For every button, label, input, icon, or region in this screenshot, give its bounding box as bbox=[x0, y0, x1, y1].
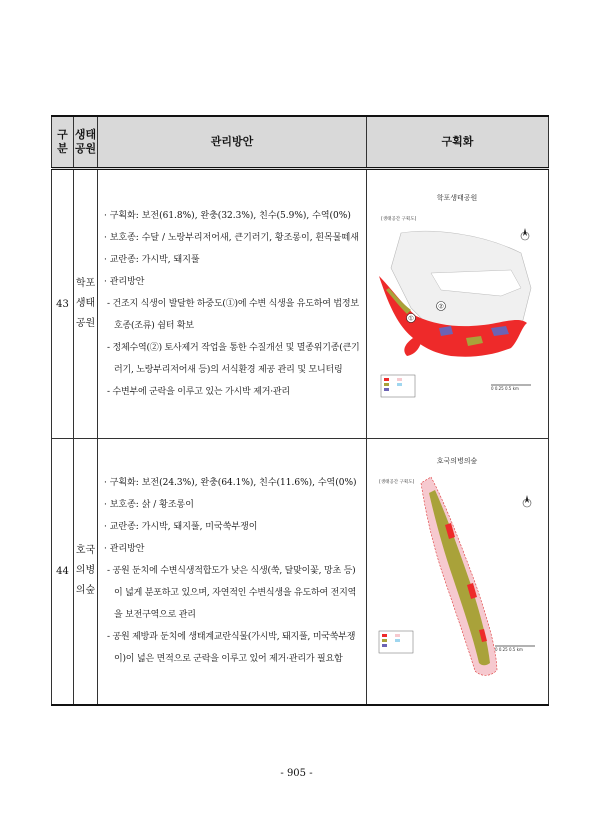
invasive-species: · 교란종: 가시박, 돼지풀, 미국쑥부쟁이 bbox=[104, 522, 258, 533]
zoning-map-hoguk bbox=[371, 445, 543, 693]
marker-2: ② bbox=[438, 302, 444, 311]
zoning-summary: · 구획화: 보전(24.3%), 완충(64.1%), 친수(11.6%), 수역(0%) bbox=[104, 478, 357, 489]
table-row bbox=[52, 169, 549, 439]
buffer-zone bbox=[429, 490, 490, 665]
map-legend-label: [생태공간 구획도] bbox=[379, 480, 415, 486]
table-header-row bbox=[52, 116, 549, 169]
management-text bbox=[98, 169, 367, 439]
header-management: 관리방안 bbox=[98, 116, 367, 169]
invasive-species: · 교란종: 가시박, 돼지풀 bbox=[104, 255, 200, 265]
header-zoning: 구획화 bbox=[367, 116, 549, 169]
protected-species: · 보호종: 수달 / 노랑부리저어새, 큰기러기, 황조롱이, 흰목물떼새 bbox=[104, 233, 359, 243]
map-legend bbox=[381, 375, 415, 397]
north-arrow-icon bbox=[523, 495, 531, 507]
management-item: - 공원 둔치에 수변식생적합도가 낮은 식생(쑥, 달맞이꽃, 망초 등)이 넓게 분포하고 있으며, 자연적인 수변식생을 유도하여 전지역을 보전구역으로 관리 bbox=[107, 566, 357, 621]
map-title: 호국의병의숲 bbox=[436, 457, 478, 466]
header-park-type: 생태 공원 bbox=[74, 116, 98, 169]
map-scale: 0 0.25 0.5 km bbox=[491, 386, 519, 391]
table-row bbox=[52, 439, 549, 705]
header-category: 구분 bbox=[52, 116, 74, 169]
zoning-map-cell bbox=[367, 169, 549, 439]
row-number: 43 bbox=[52, 169, 74, 439]
management-item: - 건조지 식생이 발달한 하중도(①)에 수변 식생을 유도하여 법정보호종(조류) 쉼터 확보 bbox=[107, 299, 359, 331]
management-item: - 수변부에 군락을 이루고 있는 가시박 제거·관리 bbox=[107, 387, 290, 397]
map-scale: 0 0.25 0.5 km bbox=[495, 647, 523, 653]
zoning-summary: · 구획화: 보전(61.8%), 완충(32.3%), 친수(5.9%), 수역(0%) bbox=[104, 211, 351, 221]
management-item: - 공원 제방과 둔치에 생태계교란식물(가시박, 돼지풀, 미국쑥부쟁이)이 넓은 면적으로 군락을 이루고 있어 제거·관리가 필요함 bbox=[107, 632, 356, 665]
marker-1: ① bbox=[408, 314, 414, 323]
page-number: - 905 - bbox=[280, 768, 313, 779]
management-heading: · 관리방안 bbox=[104, 277, 145, 287]
protected-species: · 보호종: 삵 / 황조롱이 bbox=[104, 500, 194, 511]
north-arrow-icon bbox=[521, 228, 529, 240]
zoning-map-hakpo bbox=[371, 178, 543, 426]
row-number: 44 bbox=[52, 439, 74, 705]
park-name: 학포 생태 공원 bbox=[74, 169, 98, 439]
management-table bbox=[51, 115, 549, 706]
management-heading: · 관리방안 bbox=[104, 544, 145, 555]
map-legend-label: [생태공간 구획도] bbox=[381, 217, 417, 222]
management-item: - 정체수역(②) 토사제거 작업을 통한 수질개선 및 멸종위기종(큰기러기, 노랑부리저어새 등)의 서식환경 제공 관리 및 모니터링 bbox=[107, 343, 360, 375]
management-text bbox=[98, 439, 367, 705]
map-legend bbox=[379, 631, 413, 653]
park-name: 호국 의병 의숲 bbox=[74, 439, 98, 705]
zoning-map-cell bbox=[367, 439, 549, 705]
map-title: 학포생태공원 bbox=[436, 194, 478, 202]
